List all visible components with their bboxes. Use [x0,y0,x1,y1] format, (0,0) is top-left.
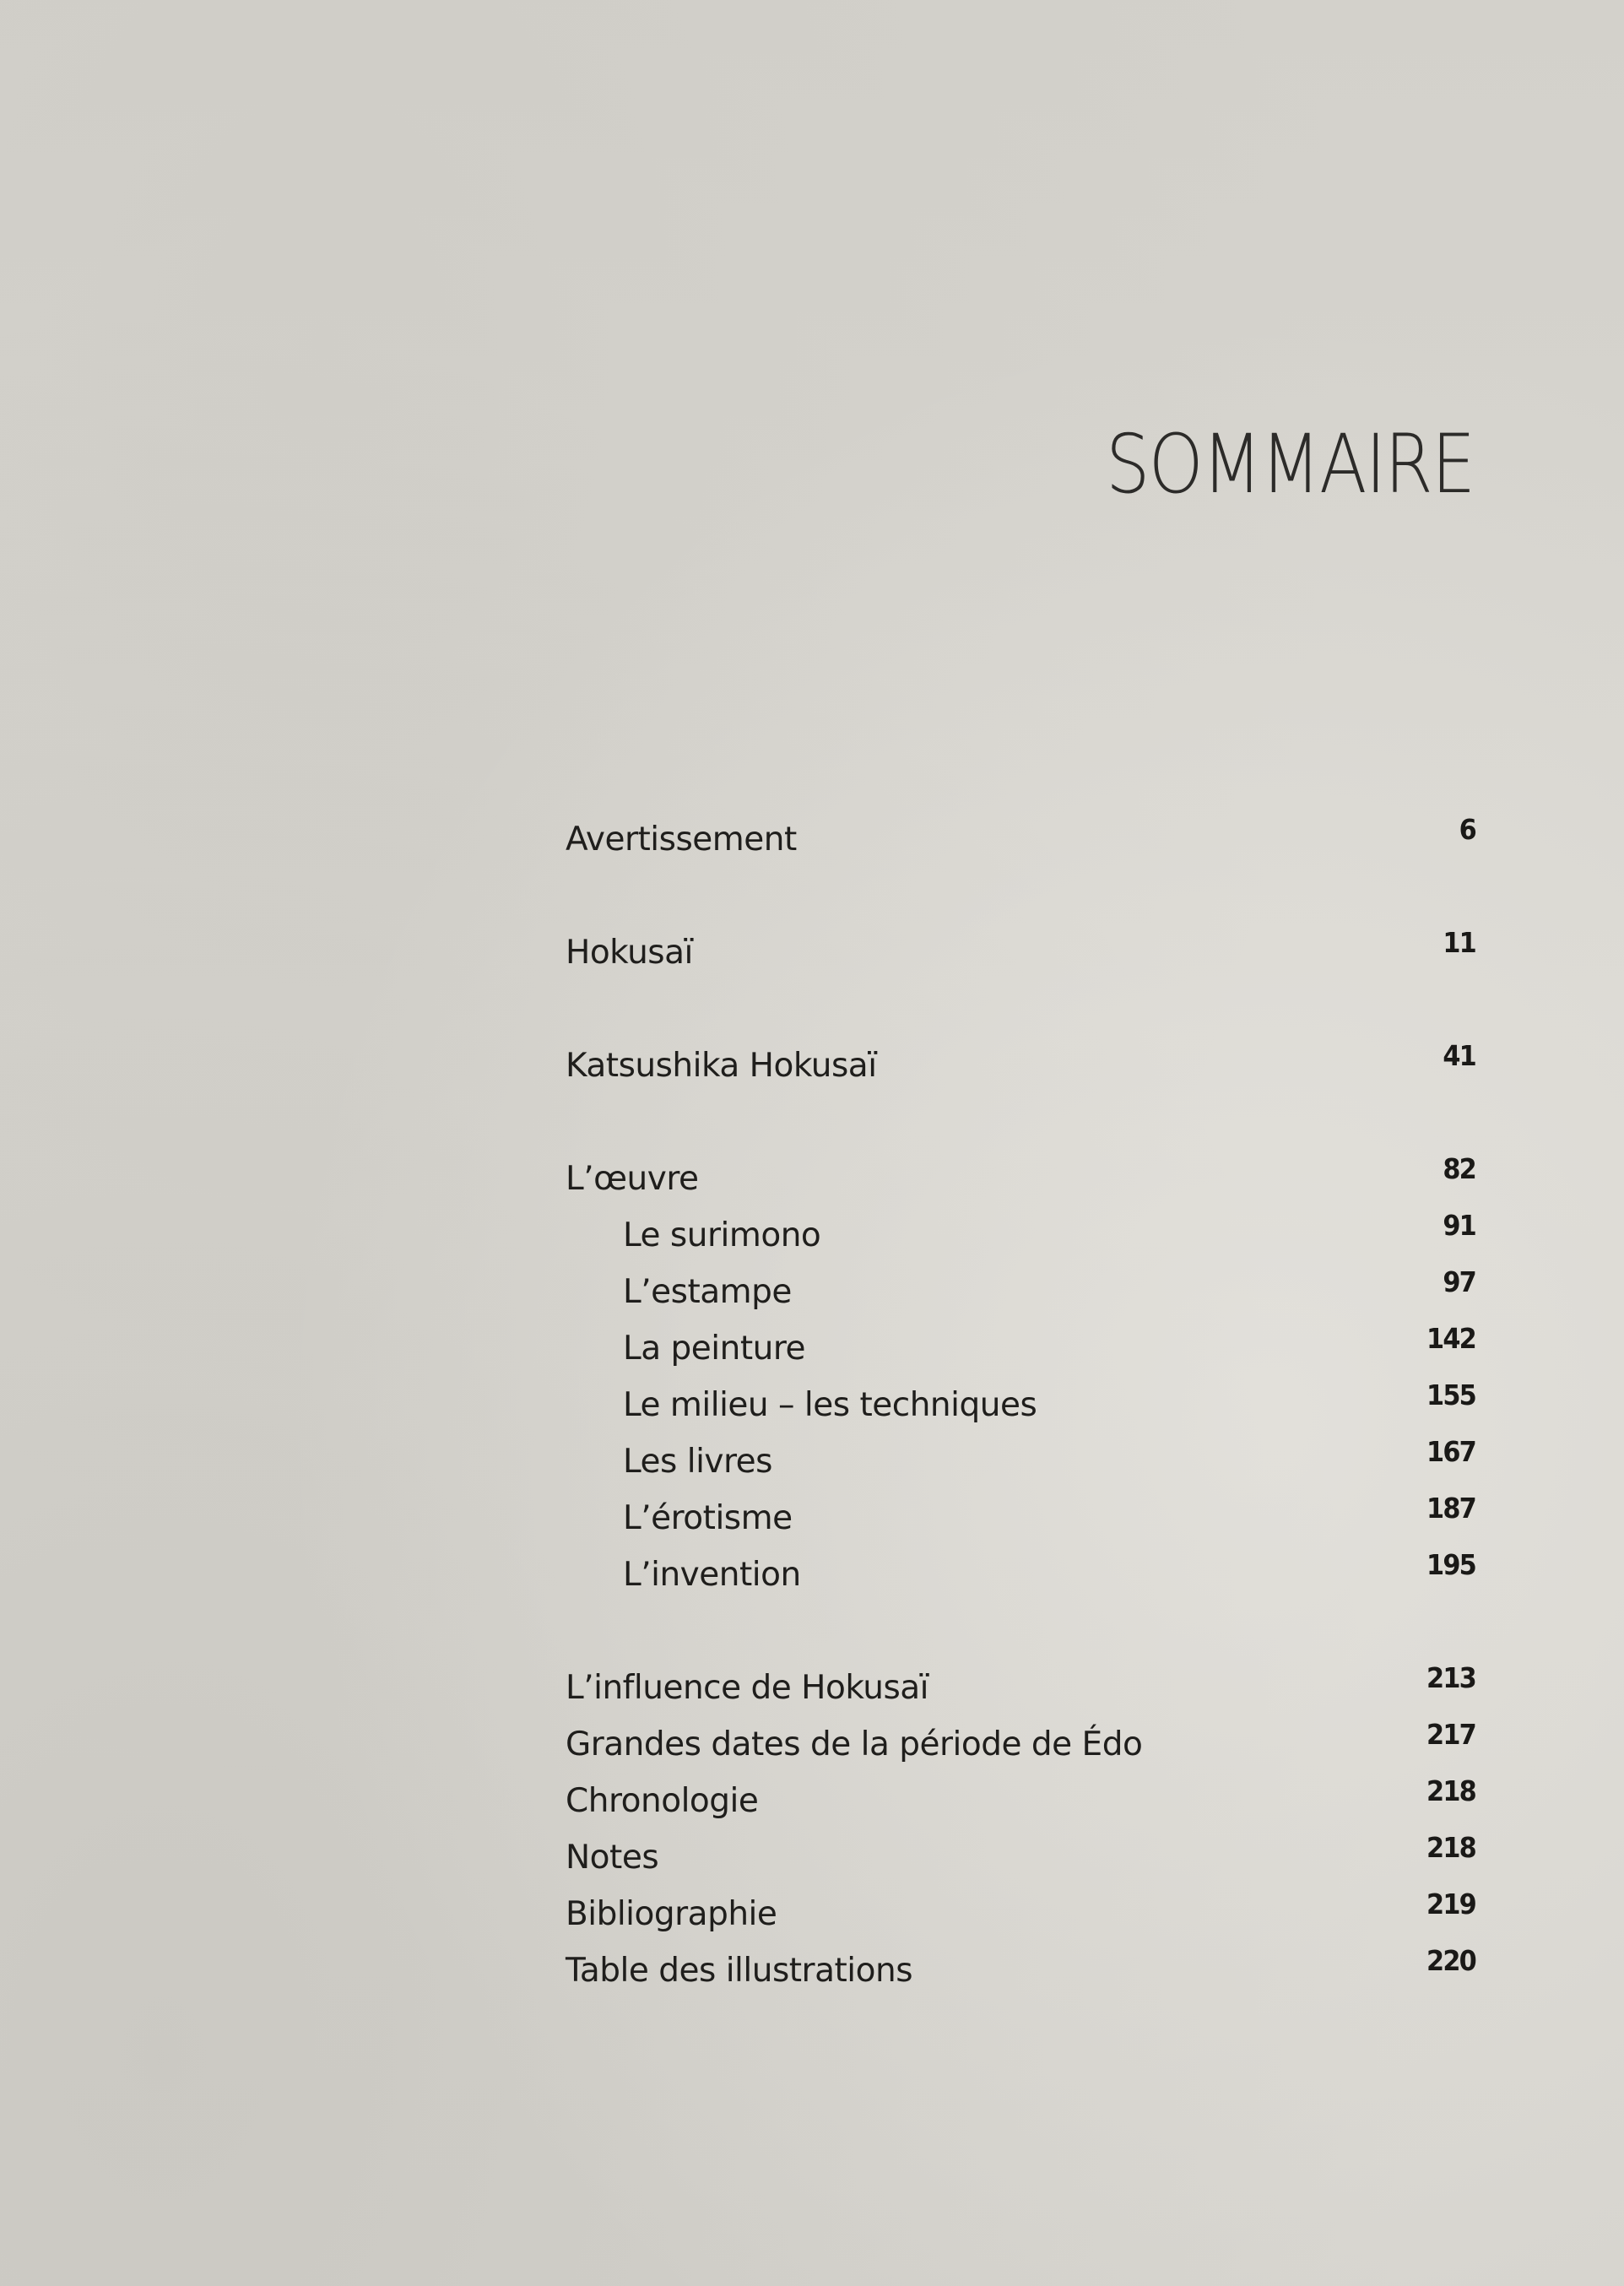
toc-entry-label: Katsushika Hokusaï [566,1047,877,1085]
toc-entry-page-number: 91 [1443,1209,1475,1242]
toc-entry-label: Le milieu – les techniques [623,1386,1037,1424]
toc-subentry-erotisme [566,1494,1475,1545]
toc-entry-page-number: 213 [1426,1661,1475,1694]
toc-entry-oeuvre [566,1152,1475,1205]
toc-entry-label: Notes [566,1839,659,1877]
toc-entry-page-number: 218 [1426,1831,1475,1864]
toc-entry-katsushika-hokusai [566,1039,1475,1092]
toc-entry-label: Grandes dates de la période de Édo [566,1725,1143,1763]
toc-entry-page-number: 6 [1459,813,1475,846]
toc-entry-label: L’influence de Hokusaï [566,1669,928,1707]
toc-entry-label: Chronologie [566,1782,759,1820]
toc-entry-label: L’érotisme [623,1499,793,1537]
toc-subentry-peinture [566,1324,1475,1375]
toc-entry-page-number: 220 [1426,1944,1475,1977]
toc-entry-grandes-dates [566,1720,1475,1771]
toc-entry-label: Table des illustrations [566,1952,913,1990]
toc-entry-page-number: 195 [1426,1548,1475,1581]
toc-entry-label: La peinture [623,1330,806,1368]
toc-entry-page-number: 187 [1426,1492,1475,1525]
toc-entry-label: Avertissement [566,821,797,859]
toc-entry-label: Les livres [623,1443,772,1481]
toc-entry-chronologie [566,1774,1475,1828]
toc-subentry-surimono [566,1211,1475,1262]
toc-entry-bibliographie [566,1890,1475,1941]
toc-entry-label: Hokusaï [566,934,693,972]
toc-entry-page-number: 142 [1426,1322,1475,1355]
toc-entry-label: Bibliographie [566,1895,777,1933]
toc-entry-avertissement [566,815,1475,866]
toc-entry-influence [566,1661,1475,1714]
toc-entry-page-number: 11 [1443,926,1475,959]
toc-entry-label: L’œuvre [566,1160,699,1198]
toc-subentry-invention [566,1548,1475,1601]
toc-entry-hokusai [566,926,1475,979]
toc-entry-page-number: 219 [1426,1888,1475,1920]
toc-entry-label: Le surimono [623,1216,821,1254]
toc-entry-page-number: 97 [1443,1265,1475,1298]
toc-entry-label: L’estampe [623,1273,792,1311]
toc-subentry-milieu-techniques [566,1381,1475,1432]
toc-entry-page-number: 82 [1443,1152,1475,1185]
toc-subentry-estampe [566,1265,1475,1319]
toc-entry-page-number: 41 [1443,1039,1475,1072]
toc-entry-notes [566,1831,1475,1884]
toc-entry-label: L’invention [623,1556,801,1594]
toc-entry-page-number: 218 [1426,1774,1475,1807]
toc-entry-page-number: 217 [1426,1718,1475,1751]
toc-entry-page-number: 155 [1426,1379,1475,1411]
toc-entry-page-number: 167 [1426,1435,1475,1468]
page-title: SOMMAIRE [1105,417,1474,512]
toc-entry-table-illustrations [566,1944,1475,1997]
toc-subentry-livres [566,1435,1475,1488]
